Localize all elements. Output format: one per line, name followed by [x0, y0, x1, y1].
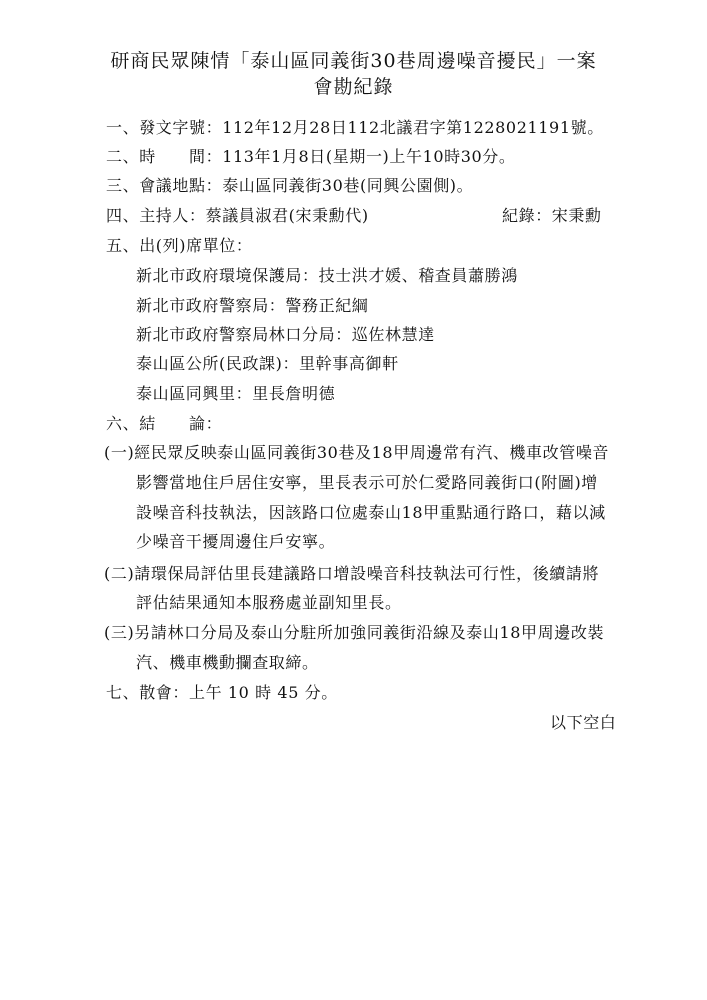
conclusion-2-line-2: 評估結果通知本服務處並副知里長。 [136, 593, 402, 612]
item-text: 散會：上午 10 時 45 分。 [139, 683, 338, 702]
item-place [106, 175, 473, 197]
item-text: 出(列)席單位： [139, 236, 253, 255]
conclusion-3-line-2: 汽、機車機動攔查取締。 [136, 653, 319, 672]
item-text: 發文字號：112年12月28日112北議君字第1228021191號。 [139, 118, 604, 137]
attendee-line: 泰山區公所(民政課)：里幹事高御軒 [136, 354, 399, 373]
attendee-line: 新北市政府警察局：警務正紀綱 [136, 296, 369, 315]
conclusion-label: (二) [104, 564, 135, 583]
conclusion-1-line-4: 少噪音干擾周邊住戶安寧。 [136, 532, 336, 551]
attendee-line: 新北市政府環境保護局：技士洪才媛、稽查員蕭勝鴻 [136, 266, 518, 285]
conclusion-3-line-1 [104, 622, 604, 644]
item-host [106, 205, 369, 227]
item-number: 七、 [106, 683, 140, 702]
item-time [106, 146, 516, 168]
conclusion-2-line-1 [104, 563, 599, 585]
item-number: 四、 [106, 206, 140, 225]
conclusion-1-line-3: 設噪音科技執法，因該路口位處泰山18甲重點通行路口，藉以減 [136, 503, 606, 522]
attendee-line: 泰山區同興里：里長詹明德 [136, 384, 336, 403]
conclusion-heading [106, 413, 222, 435]
item-number: 六、 [106, 414, 140, 433]
item-number: 五、 [106, 236, 140, 255]
document-title: 研商民眾陳情「泰山區同義街30巷周邊噪音擾民」一案 [110, 50, 597, 72]
conclusion-1-line-1 [104, 442, 609, 464]
item-recorder: 紀錄：宋秉勳 [502, 206, 602, 225]
conclusion-1-line-2: 影響當地住戶居住安寧，里長表示可於仁愛路同義街口(附圖)增 [136, 473, 598, 492]
conclusion-text: 另請林口分局及泰山分駐所加強同義街沿線及泰山18甲周邊改裝 [134, 623, 605, 642]
item-text: 結 論： [139, 414, 223, 433]
item-text: 會議地點：泰山區同義街30巷(同興公園側)。 [139, 176, 474, 195]
item-number: 一、 [106, 118, 140, 137]
item-doc-number [106, 117, 604, 139]
conclusion-text: 請環保局評估里長建議路口增設噪音科技執法可行性，後續請將 [134, 564, 600, 583]
item-adjourn [106, 682, 338, 704]
item-text: 時 間：113年1月8日(星期一)上午10時30分。 [139, 147, 516, 166]
item-attendees-heading [106, 235, 253, 257]
conclusion-label: (一) [104, 443, 135, 462]
item-number: 三、 [106, 176, 140, 195]
conclusion-label: (三) [104, 623, 135, 642]
attendee-line: 新北市政府警察局林口分局：巡佐林慧達 [136, 325, 435, 344]
conclusion-text: 經民眾反映泰山區同義街30巷及18甲周邊常有汽、機車改管噪音 [134, 443, 610, 462]
item-number: 二、 [106, 147, 140, 166]
item-text: 主持人：蔡議員淑君(宋秉勳代) [139, 206, 369, 225]
blank-below-note: 以下空白 [550, 713, 617, 732]
document-subtitle: 會勘紀錄 [313, 76, 394, 98]
